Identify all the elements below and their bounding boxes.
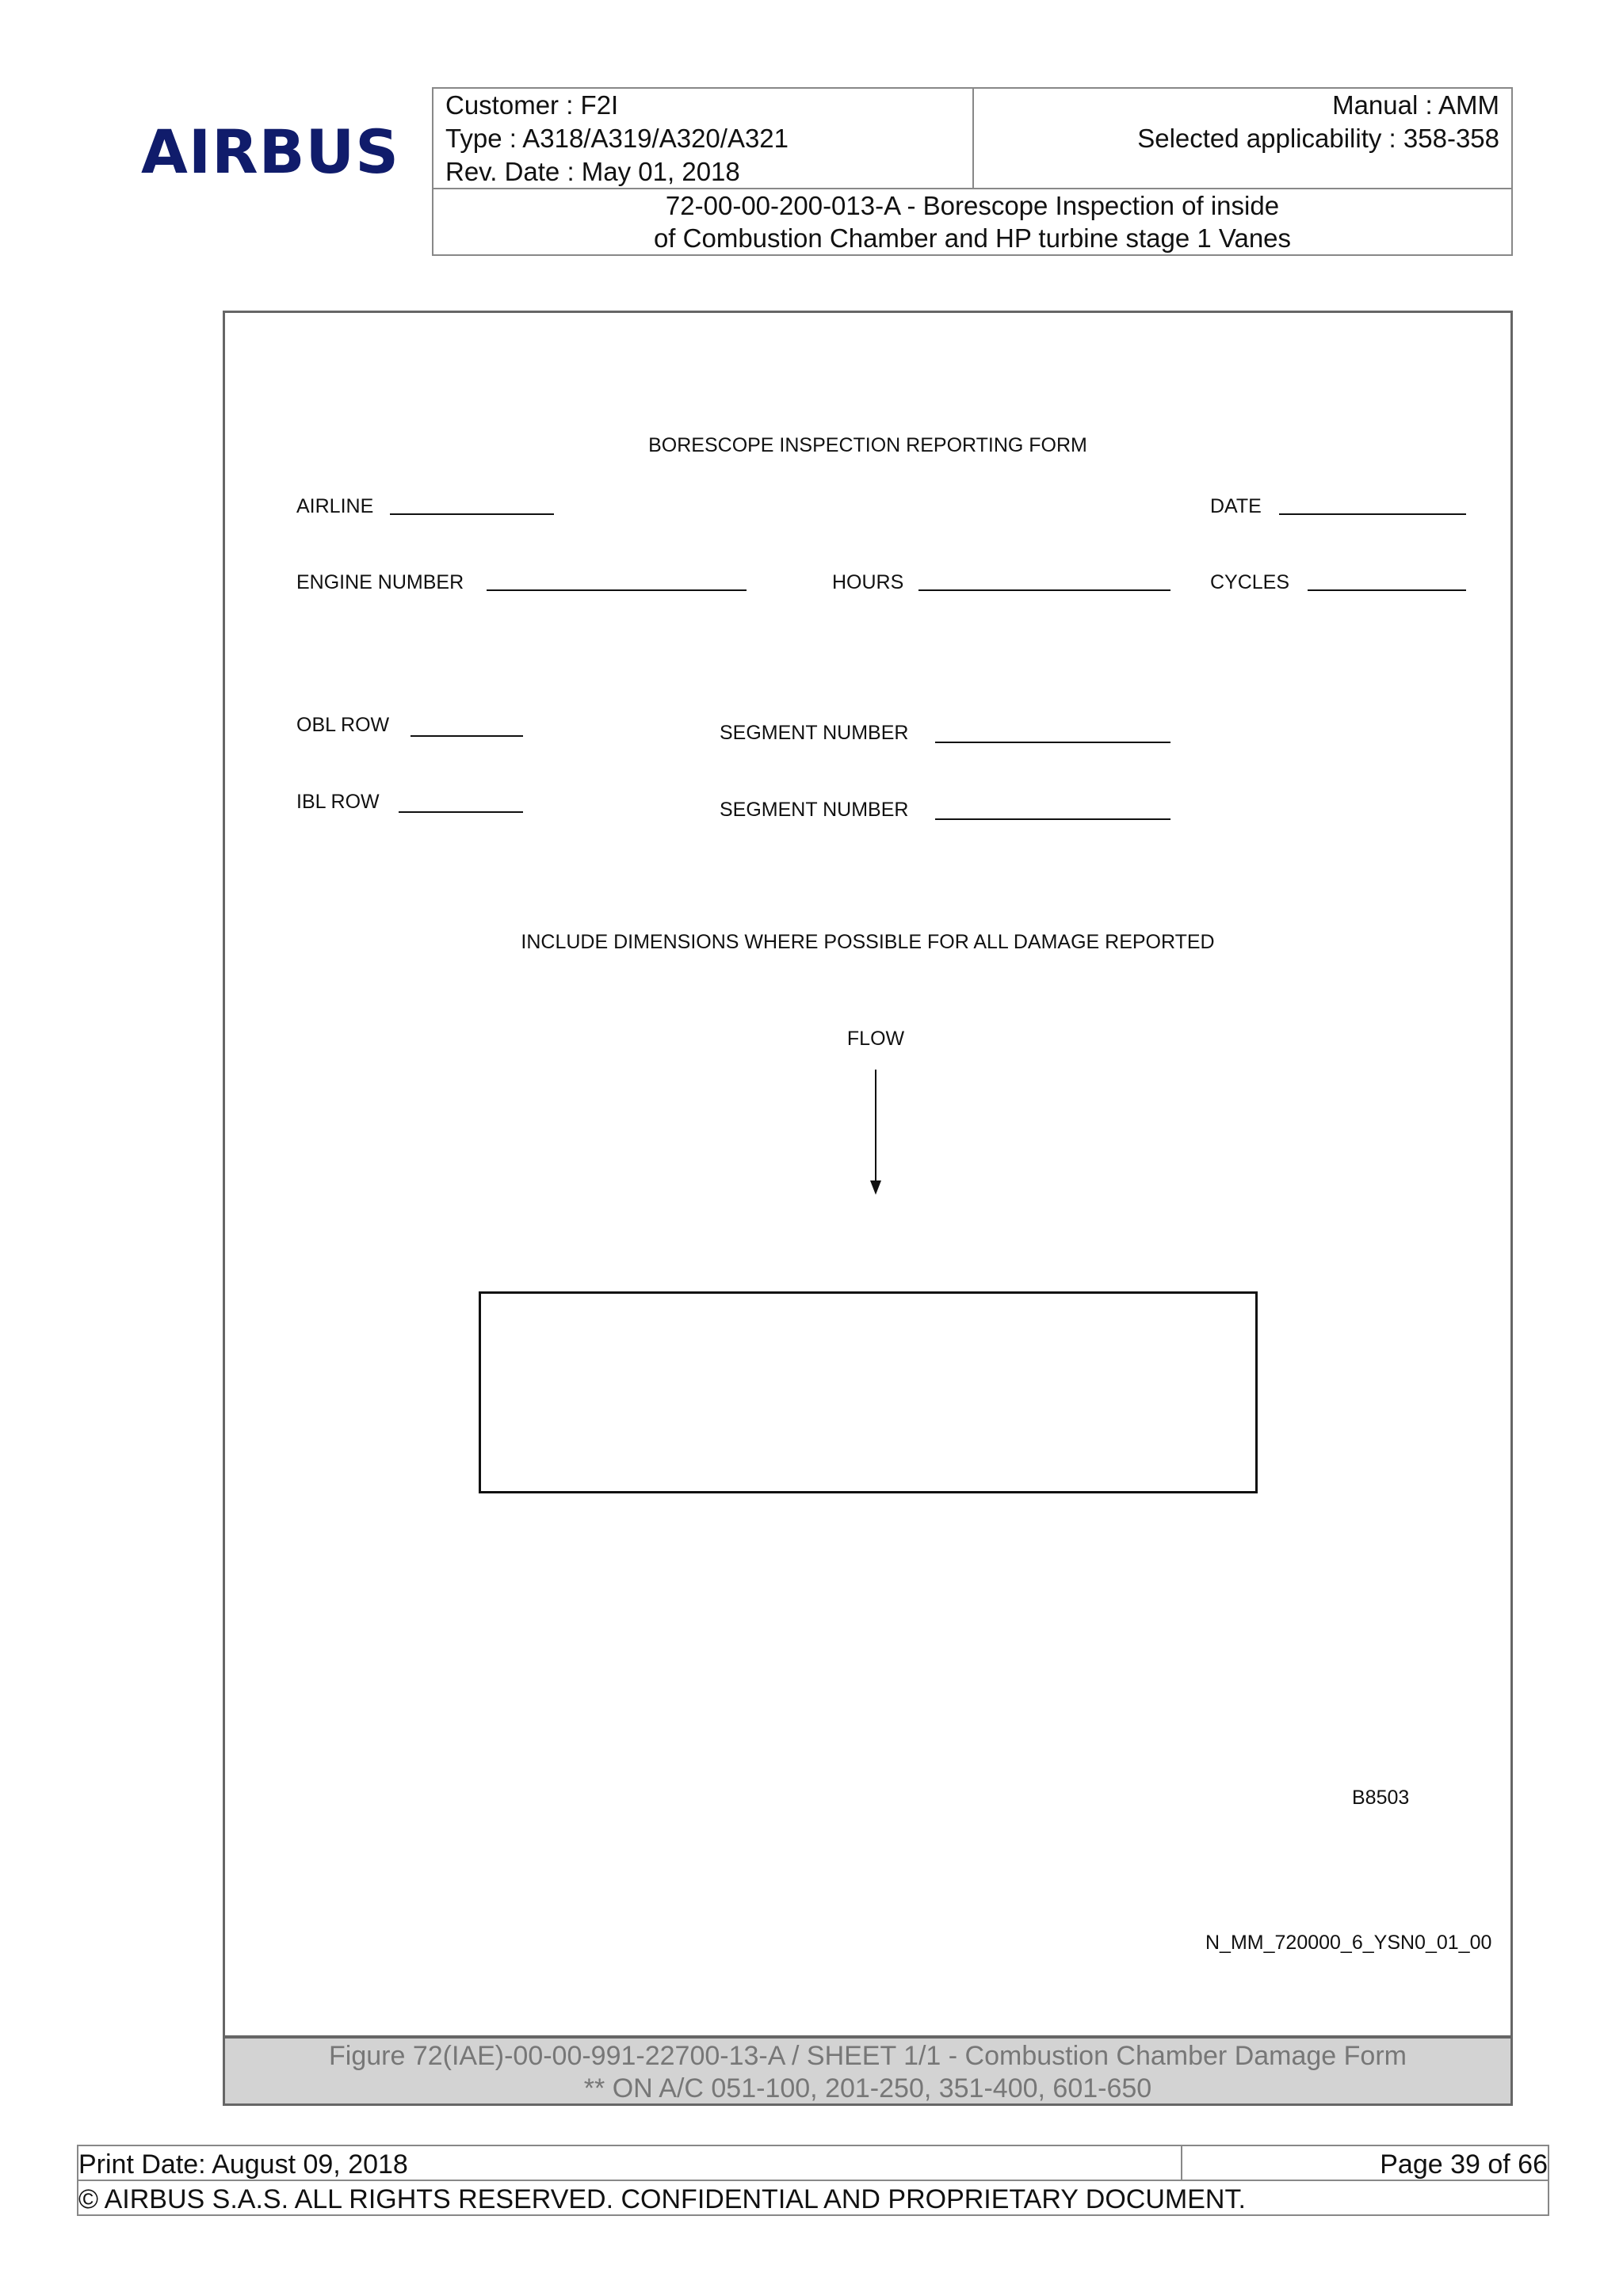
hours-label: HOURS — [832, 571, 904, 593]
figure-frame — [223, 311, 1513, 2038]
hours-field[interactable] — [918, 589, 1170, 591]
segment-number-label-2: SEGMENT NUMBER — [720, 799, 909, 821]
engine-number-label: ENGINE NUMBER — [296, 571, 464, 593]
page-number-cell — [1181, 2145, 1549, 2181]
ibl-row-field[interactable] — [399, 811, 523, 813]
airbus-logo: AIRBUS — [141, 116, 399, 187]
task-title-line1: 72-00-00-200-013-A - Borescope Inspection of inside — [665, 191, 1280, 220]
rev-date-label: Rev. Date : May 01, 2018 — [445, 157, 740, 186]
print-date-cell — [77, 2145, 1182, 2181]
copyright-text: © AIRBUS S.A.S. ALL RIGHTS RESERVED. CONFIDENTIAL AND PROPRIETARY DOCUMENT. — [78, 2184, 1246, 2214]
obl-row-field[interactable] — [411, 735, 523, 737]
customer-label: Customer : F2I — [445, 90, 619, 120]
engine-number-field[interactable] — [487, 589, 747, 591]
reference-code: N_MM_720000_6_YSN0_01_00 — [1205, 1932, 1492, 1954]
print-date: Print Date: August 09, 2018 — [78, 2149, 408, 2180]
flow-arrow-icon — [875, 1070, 876, 1184]
cycles-field[interactable] — [1308, 589, 1466, 591]
obl-row-label: OBL ROW — [296, 714, 390, 736]
header-task-cell — [432, 188, 1513, 256]
date-label: DATE — [1210, 495, 1262, 517]
header-customer-cell — [432, 87, 974, 189]
airline-field[interactable] — [390, 513, 554, 515]
damage-sketch-box[interactable] — [479, 1291, 1258, 1493]
figure-code: B8503 — [1352, 1787, 1410, 1809]
page-number: Page 39 of 66 — [1380, 2149, 1548, 2180]
figure-caption — [223, 2036, 1513, 2106]
copyright-cell — [77, 2180, 1549, 2216]
flow-label: FLOW — [846, 1028, 905, 1050]
caption-line2: ** ON A/C 051-100, 201-250, 351-400, 601-650 — [583, 2073, 1152, 2103]
manual-label: Manual : AMM — [1332, 90, 1499, 120]
arrow-head-icon — [870, 1180, 881, 1195]
applicability-label: Selected applicability : 358-358 — [1137, 124, 1499, 153]
form-title: BORESCOPE INSPECTION REPORTING FORM — [648, 434, 1087, 456]
type-label: Type : A318/A319/A320/A321 — [445, 124, 789, 153]
task-title-line2: of Combustion Chamber and HP turbine stage 1 Vanes — [653, 223, 1292, 253]
caption-line1: Figure 72(IAE)-00-00-991-22700-13-A / SHEET 1/1 - Combustion Chamber Damage Form — [329, 2041, 1407, 2071]
cycles-label: CYCLES — [1210, 571, 1290, 593]
instruction-text: INCLUDE DIMENSIONS WHERE POSSIBLE FOR ALL DAMAGE REPORTED — [521, 931, 1215, 953]
segment-number-field-2[interactable] — [935, 818, 1170, 820]
segment-number-label-1: SEGMENT NUMBER — [720, 722, 909, 744]
header-manual-cell — [972, 87, 1513, 189]
airline-label: AIRLINE — [296, 495, 374, 517]
ibl-row-label: IBL ROW — [296, 791, 380, 813]
segment-number-field-1[interactable] — [935, 742, 1170, 743]
date-field[interactable] — [1279, 513, 1466, 515]
